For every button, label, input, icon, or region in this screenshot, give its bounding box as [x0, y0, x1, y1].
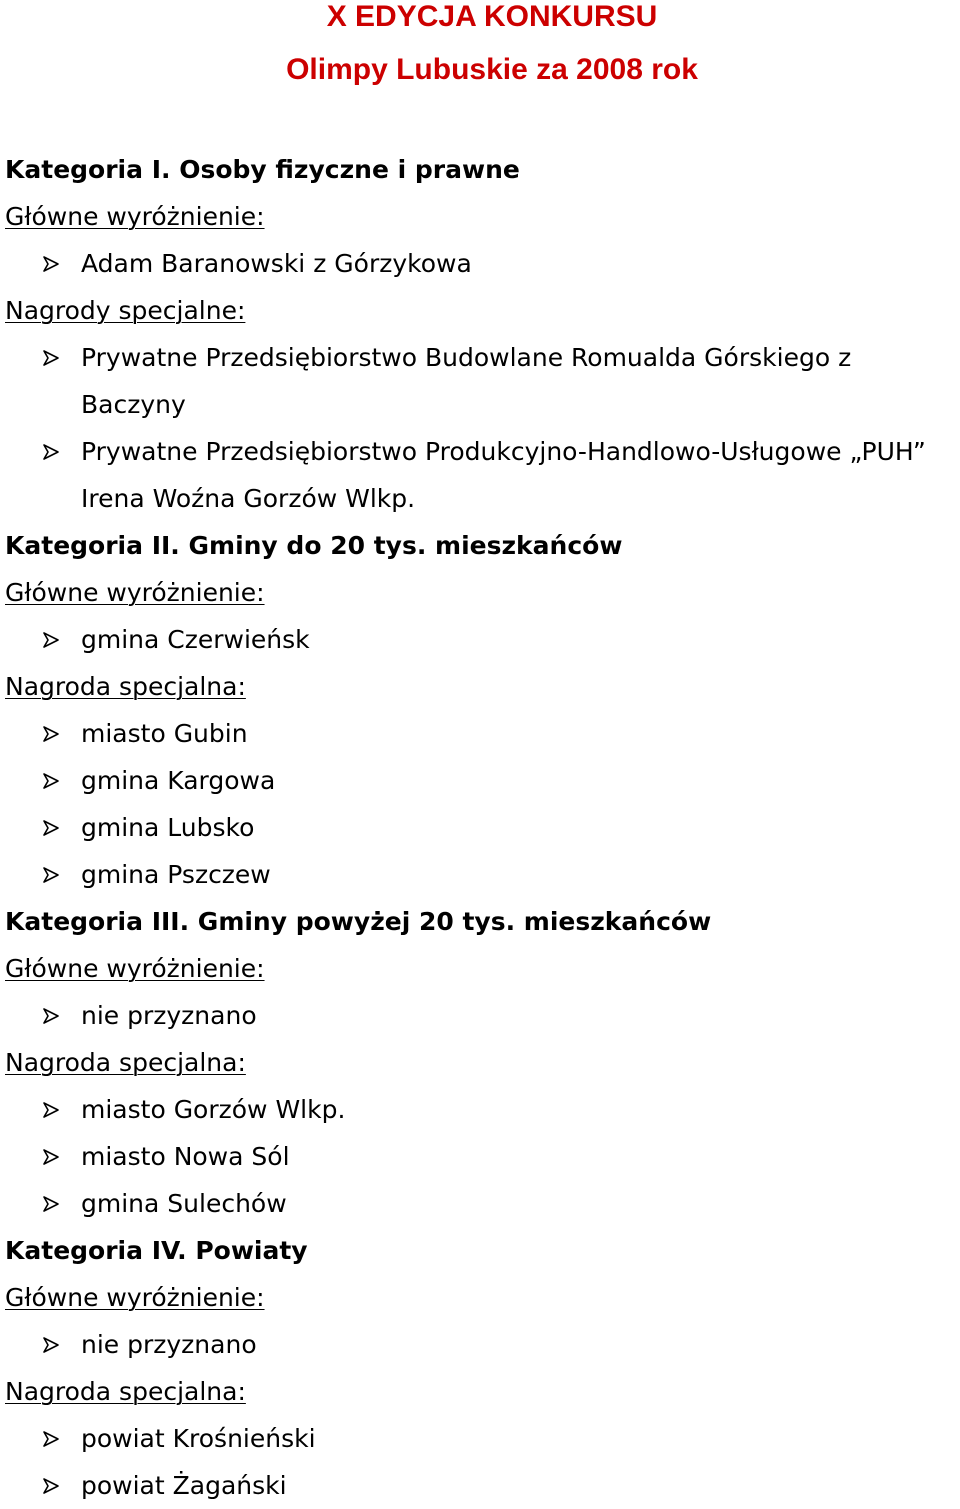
list-item	[5, 1086, 955, 1133]
arrow-bullet-icon	[42, 1101, 60, 1119]
list-item	[5, 1462, 955, 1509]
group-label: Główne wyróżnienie:	[5, 578, 265, 607]
item-text: powiat Krośnieński	[81, 1424, 316, 1453]
arrow-bullet-icon	[42, 1336, 60, 1354]
list-item	[5, 992, 955, 1039]
list-item	[5, 851, 955, 898]
arrow-bullet-icon	[42, 443, 60, 461]
item-text: Adam Baranowski z Górzykowa	[81, 249, 472, 278]
item-text: gmina Lubsko	[81, 813, 255, 842]
arrow-bullet-icon	[42, 1007, 60, 1025]
document-subtitle: Olimpy Lubuskie za 2008 rok	[286, 53, 698, 86]
list-item	[5, 804, 955, 851]
item-text: gmina Pszczew	[81, 860, 271, 889]
item-text: nie przyznano	[81, 1001, 257, 1030]
list-item	[5, 334, 881, 428]
group-label: Nagroda specjalna:	[5, 672, 246, 701]
arrow-bullet-icon	[42, 631, 60, 649]
group-label: Nagrody specjalne:	[5, 296, 246, 325]
item-text: miasto Gorzów Wlkp.	[81, 1095, 346, 1124]
list-item	[5, 710, 955, 757]
arrow-bullet-icon	[42, 255, 60, 273]
category-title: Kategoria IV. Powiaty	[5, 1236, 308, 1265]
category-title: Kategoria II. Gminy do 20 tys. mieszkańców	[5, 531, 623, 560]
arrow-bullet-icon	[42, 1148, 60, 1166]
item-text: gmina Czerwieńsk	[81, 625, 310, 654]
item-text: miasto Gubin	[81, 719, 248, 748]
list-item	[5, 757, 955, 804]
item-text: Prywatne Przedsiębiorstwo Produkcyjno-Handlowo-Usługowe „PUH” Irena Woźna Gorzów Wlkp.	[81, 437, 926, 513]
group-label: Główne wyróżnienie:	[5, 1283, 265, 1312]
item-text: miasto Nowa Sól	[81, 1142, 290, 1171]
item-text: powiat Żagański	[81, 1471, 287, 1500]
document-title: X EDYCJA KONKURSU	[326, 0, 658, 33]
list-item	[5, 616, 955, 663]
list-item	[5, 1415, 955, 1462]
group-label: Nagroda specjalna:	[5, 1377, 246, 1406]
group-label: Główne wyróżnienie:	[5, 954, 265, 983]
arrow-bullet-icon	[42, 725, 60, 743]
arrow-bullet-icon	[42, 772, 60, 790]
item-text: Prywatne Przedsiębiorstwo Budowlane Romualda Górskiego z Baczyny	[81, 343, 852, 419]
arrow-bullet-icon	[42, 1430, 60, 1448]
arrow-bullet-icon	[42, 1195, 60, 1213]
list-item	[5, 240, 955, 287]
arrow-bullet-icon	[42, 1477, 60, 1495]
group-label: Nagroda specjalna:	[5, 1048, 246, 1077]
list-item	[5, 428, 955, 522]
arrow-bullet-icon	[42, 866, 60, 884]
arrow-bullet-icon	[42, 349, 60, 367]
awards-list	[5, 146, 955, 1509]
category-title: Kategoria III. Gminy powyżej 20 tys. mieszkańców	[5, 907, 712, 936]
list-item	[5, 1321, 955, 1368]
item-text: gmina Sulechów	[81, 1189, 287, 1218]
group-label: Główne wyróżnienie:	[5, 202, 265, 231]
list-item	[5, 1180, 955, 1227]
item-text: gmina Kargowa	[81, 766, 276, 795]
list-item	[5, 1133, 955, 1180]
arrow-bullet-icon	[42, 819, 60, 837]
category-title: Kategoria I. Osoby fizyczne i prawne	[5, 155, 520, 184]
item-text: nie przyznano	[81, 1330, 257, 1359]
